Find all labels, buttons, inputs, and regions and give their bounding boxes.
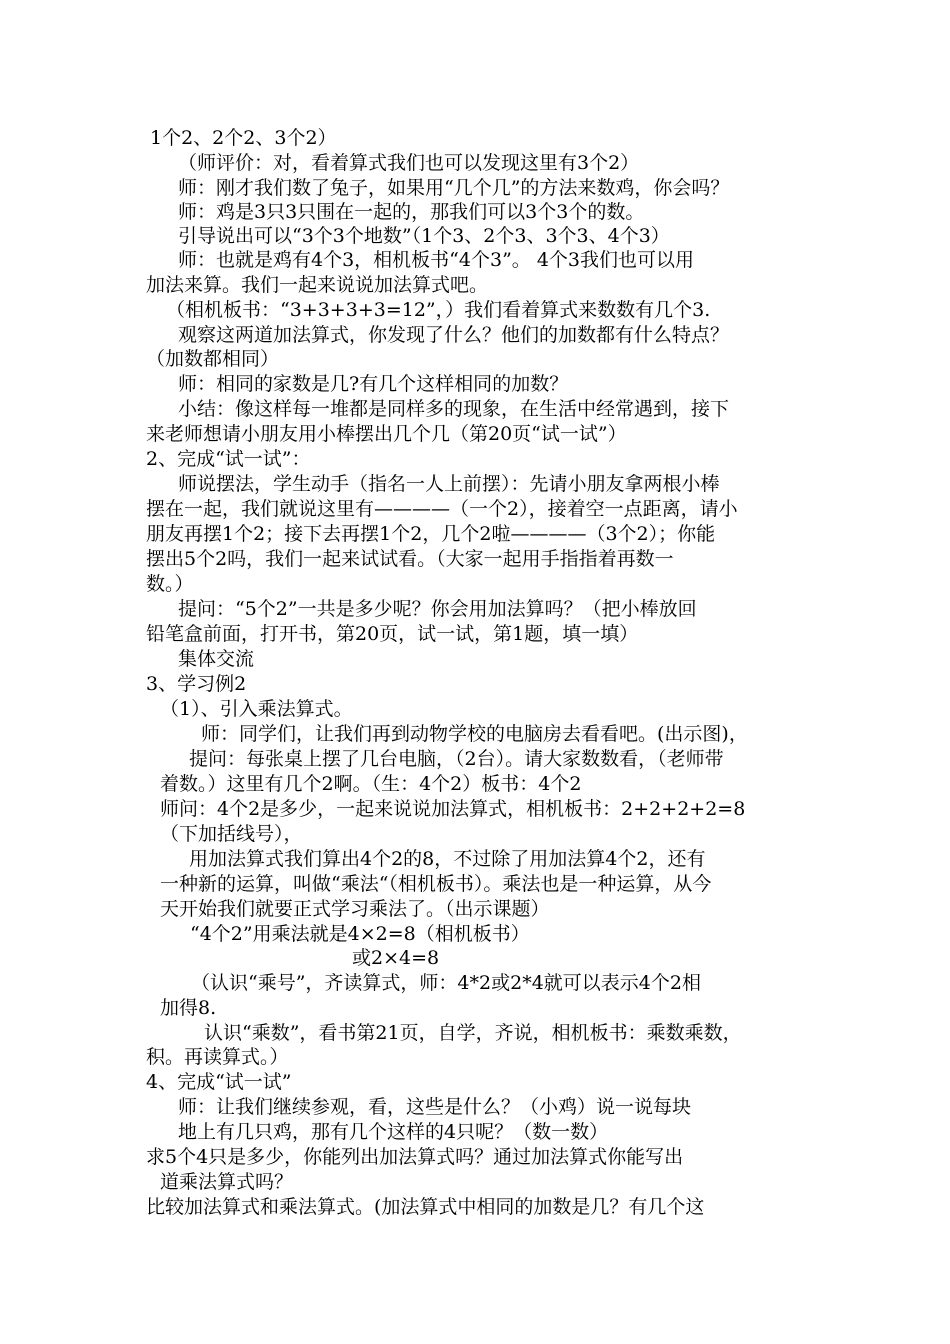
text-line-18: 摆出5个2吗，我们一起来试试看。（大家一起用手指指着再数一 bbox=[146, 548, 674, 570]
text-line-26: 提问：每张桌上摆了几台电脑，（2台）。请大家数数看，（老师带 bbox=[189, 748, 724, 770]
text-line-27: 着数。）这里有几个2啊。（生：4个2）板书：4个2 bbox=[160, 773, 582, 795]
text-line-33: “4个2”用乘法就是4×2=8（相机板书） bbox=[190, 923, 530, 945]
text-line-4: 师：鸡是3只3只围在一起的，那我们可以3个3个的数。 bbox=[178, 201, 645, 223]
text-line-40: 师：让我们继续参观，看，这些是什么？（小鸡）说一说每块 bbox=[178, 1096, 692, 1118]
text-line-31: 一种新的运算，叫做“乘法“（相机板书）。乘法也是一种运算，从今 bbox=[160, 873, 712, 895]
text-line-1: 1个2、2个2、3个2） bbox=[150, 127, 337, 149]
text-line-38: 积。再读算式。） bbox=[146, 1046, 289, 1068]
text-line-41: 地上有几只鸡，那有几个这样的4只呢？（数一数） bbox=[178, 1121, 609, 1143]
text-line-10: （加数都相同） bbox=[146, 348, 280, 370]
subsection-heading-1: （1）、引入乘法算式。 bbox=[160, 698, 353, 720]
text-line-7: 加法来算。我们一起来说说加法算式吧。 bbox=[146, 274, 489, 296]
text-line-28: 师问：4个2是多少，一起来说说加法算式，相机板书：2+2+2+2=8 bbox=[160, 798, 746, 820]
text-line-43: 道乘法算式吗？ bbox=[160, 1171, 294, 1193]
text-line-17: 朋友再摆1个2；接下去再摆1个2，几个2啦————（3个2）；你能 bbox=[146, 523, 716, 545]
text-line-36: 加得8. bbox=[160, 997, 217, 1019]
text-line-12: 小结：像这样每一堆都是同样多的现象，在生活中经常遇到，接下 bbox=[178, 398, 730, 420]
text-line-8: （相机板书：“3+3+3+3=12”，）我们看着算式来数数有几个3. bbox=[166, 299, 711, 321]
text-line-2: （师评价：对，看着算式我们也可以发现这里有3个2） bbox=[178, 152, 640, 174]
text-line-37: 认识“乘数”，看书第21页，自学，齐说，相机板书：乘数乘数， bbox=[204, 1022, 742, 1044]
text-line-20: 提问：“5个2”一共是多少呢？你会用加法算吗？（把小棒放回 bbox=[178, 598, 697, 620]
text-line-30: 用加法算式我们算出4个2的8，不过除了用加法算4个2，还有 bbox=[189, 848, 706, 870]
text-line-3: 师：刚才我们数了兔子，如果用“几个几”的方法来数鸡，你会吗？ bbox=[178, 177, 730, 199]
section-heading-2: 2、完成“试一试”： bbox=[146, 448, 311, 470]
text-line-44: 比较加法算式和乘法算式。(加法算式中相同的加数是几？有几个这 bbox=[146, 1196, 705, 1218]
text-line-11: 师：相同的家数是几?有几个这样相同的加数？ bbox=[178, 373, 569, 395]
text-line-25: 师：同学们，让我们再到动物学校的电脑房去看看吧。(出示图)， bbox=[201, 723, 748, 745]
text-line-5: 引导说出可以“3个3个地数”（1个3、2个3、3个3、4个3） bbox=[178, 225, 670, 247]
text-line-15: 师说摆法，学生动手（指名一人上前摆）：先请小朋友拿两根小棒 bbox=[178, 473, 720, 495]
text-line-32: 天开始我们就要正式学习乘法了。（出示课题） bbox=[160, 898, 550, 920]
text-line-42: 求5个4只是多少，你能列出加法算式吗？通过加法算式你能写出 bbox=[146, 1146, 684, 1168]
text-line-16: 摆在一起，我们就说这里有————（一个2），接着空一点距离，请小 bbox=[146, 498, 738, 520]
text-line-19: 数。） bbox=[146, 573, 194, 595]
text-line-9: 观察这两道加法算式，你发现了什么？他们的加数都有什么特点？ bbox=[178, 324, 730, 346]
section-heading-4: 4、完成“试一试” bbox=[146, 1071, 292, 1093]
text-line-34: 或2×4=8 bbox=[352, 947, 440, 969]
text-line-21: 铅笔盒前面，打开书，第20页，试一试，第1题，填一填） bbox=[146, 623, 639, 645]
text-line-35: （认识“乘号”，齐读算式，师：4*2或2*4就可以表示4个2相 bbox=[191, 972, 701, 994]
text-line-6: 师：也就是鸡有4个3，相机板书“4个3”。 4个3我们也可以用 bbox=[178, 249, 694, 271]
section-heading-3: 3、学习例2 bbox=[146, 673, 247, 695]
text-line-22: 集体交流 bbox=[178, 648, 255, 670]
text-line-29: （下加括线号）， bbox=[160, 823, 303, 845]
text-line-13: 来老师想请小朋友用小棒摆出几个几（第20页“试一试”） bbox=[146, 423, 627, 445]
